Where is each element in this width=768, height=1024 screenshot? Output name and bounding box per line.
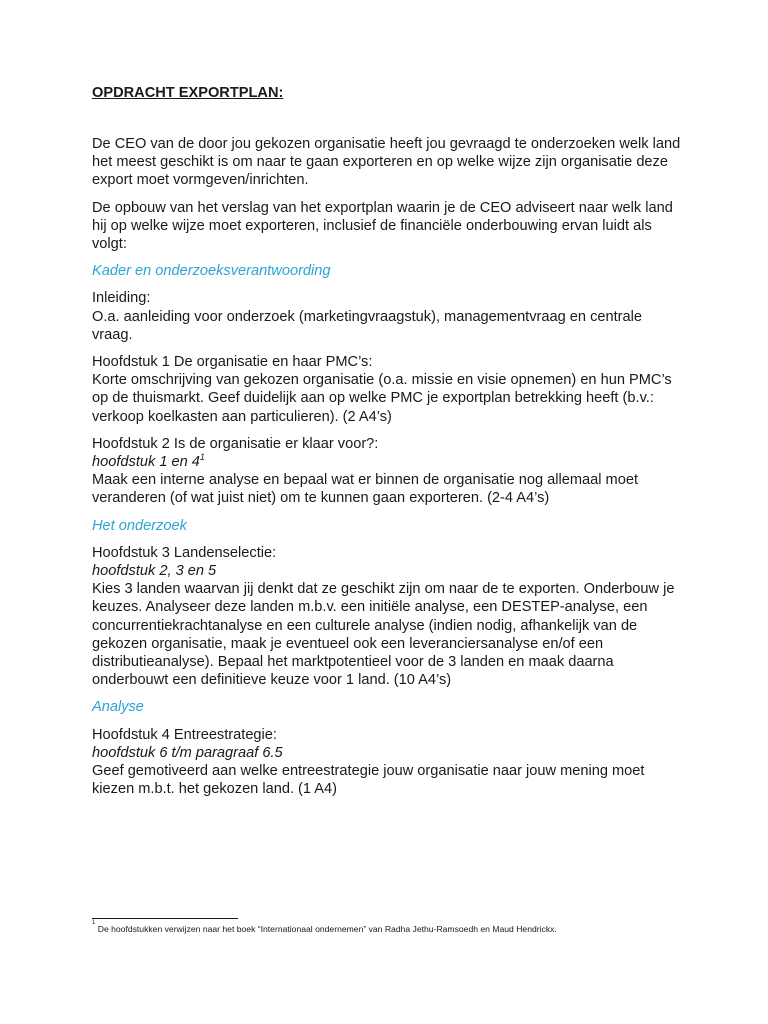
chapter-book-reference: hoofdstuk 2, 3 en 5 — [92, 563, 217, 580]
section-heading: Kader en onderzoeksverantwoording — [92, 263, 331, 280]
footnote-marker: 1 — [92, 920, 96, 926]
chapter-title: Inleiding: — [92, 290, 151, 307]
chapter-block — [92, 289, 682, 344]
footnote — [92, 920, 732, 935]
chapter-description: Maak een interne analyse en bepaal wat er binnen de organisatie nog allemaal moet veranderen (of wat juist niet) om te kunnen gaan exporteren. (2-4 A4’s) — [92, 472, 639, 507]
footnote-text: De hoofdstukken verwijzen naar het boek “Internationaal ondernemen” van Radha Jethu-Ramsoedh en Maud Hendrickx. — [95, 924, 557, 934]
chapter-description: Geef gemotiveerd aan welke entreestrategie jouw organisatie naar jouw mening moet kiezen m.b.t. het gekozen land. (1 A4) — [92, 763, 645, 798]
section-heading: Analyse — [92, 699, 144, 716]
chapter-description: Korte omschrijving van gekozen organisatie (o.a. missie en visie opnemen) en hun PMC’s op de thuismarkt. Geef duidelijk aan op welke PMC je exportplan betrekking heeft (b.v.: verkoop koelkasten aan particulieren). (2 A4’s) — [92, 372, 672, 425]
document-title: OPDRACHT EXPORTPLAN: — [92, 85, 284, 101]
chapter-block — [92, 353, 682, 426]
intro-paragraph: De CEO van de door jou gekozen organisatie heeft jou gevraagd te onderzoeken welk land het meest geschikt is om naar te gaan exporteren en op welke wijze zijn organisatie deze export moet vormgeven/inrichten. — [92, 136, 681, 189]
document-body — [92, 135, 682, 808]
chapter-title: Hoofdstuk 2 Is de organisatie er klaar voor?: — [92, 435, 379, 452]
chapter-description: O.a. aanleiding voor onderzoek (marketingvraagstuk), managementvraag en centrale vraag. — [92, 308, 643, 343]
chapter-description: Kies 3 landen waarvan jij denkt dat ze geschikt zijn om naar de te exporten. Onderbouw je keuzes. Analyseer deze landen m.b.v. een initiële analyse, een DESTEP-analyse, een concurrentiekrachtanalyse en een culturele analyse (indien nodig, afhankelijk van de gekozen organisatie, maak je eventueel ook een leveranciersanalyse en/of een distributieanalyse). Bepaal het marktpotentieel voor de 3 landen en maak daarna onderbouwt een definitieve keuze voor 1 land. (10 A4’s) — [92, 581, 675, 689]
chapter-title: Hoofdstuk 1 De organisatie en haar PMC’s: — [92, 354, 373, 371]
chapter-block — [92, 544, 682, 690]
chapter-block — [92, 726, 682, 799]
structure-paragraph: De opbouw van het verslag van het exportplan waarin je de CEO adviseert naar welk land hij op welke wijze moet exporteren, inclusief de financiële onderbouwing ervan luidt als volgt: — [92, 199, 673, 253]
section-heading: Het onderzoek — [92, 517, 187, 534]
chapter-book-reference: hoofdstuk 1 en 4 — [92, 454, 200, 471]
chapter-title: Hoofdstuk 3 Landenselectie: — [92, 544, 277, 561]
chapter-book-reference: hoofdstuk 6 t/m paragraaf 6.5 — [92, 744, 283, 761]
footnote-separator — [92, 918, 238, 919]
chapter-block — [92, 435, 682, 508]
footnote-reference: 1 — [199, 452, 205, 463]
chapter-title: Hoofdstuk 4 Entreestrategie: — [92, 726, 277, 743]
